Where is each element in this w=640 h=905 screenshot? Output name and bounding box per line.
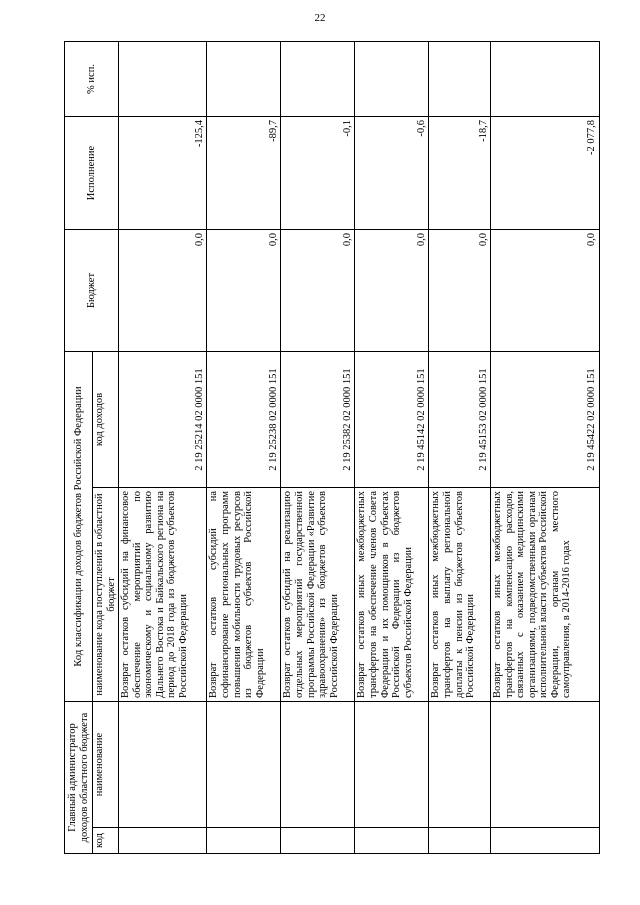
admin-code-cell (491, 828, 600, 854)
admin-code-cell (119, 828, 207, 854)
header-execution: Исполнение (65, 116, 119, 229)
execution-cell: -89,7 (207, 116, 281, 229)
table-wrapper (64, 42, 600, 854)
table-row (429, 41, 491, 853)
table-row (281, 41, 355, 853)
income-name-cell: Возврат остатков субсидий на реализацию отдельных мероприятий государственной программы Российской Федерации «Развитие здравоохранения» из бюджетов субъектов Российской Федерации (281, 488, 355, 702)
admin-code-cell (207, 828, 281, 854)
admin-code-cell (355, 828, 429, 854)
percent-cell (281, 41, 355, 116)
admin-name-cell (355, 702, 429, 828)
admin-code-cell (429, 828, 491, 854)
admin-code-cell (281, 828, 355, 854)
income-code-cell: 2 19 25214 02 0000 151 (119, 351, 207, 487)
income-name-cell: Возврат остатков иных межбюджетных трансфертов на обеспечение членов Совета Федерации и их помощников в субъектах Российской Федерации из бюджетов субъектов Российской Федерации (355, 488, 429, 702)
header-admin-group: Главный администратор доходов областного бюджета (65, 702, 93, 854)
execution-cell: -0,1 (281, 116, 355, 229)
percent-cell (429, 41, 491, 116)
execution-cell: -0,6 (355, 116, 429, 229)
table-row (355, 41, 429, 853)
budget-cell: 0,0 (207, 229, 281, 351)
income-code-cell: 2 19 25382 02 0000 151 (281, 351, 355, 487)
budget-cell: 0,0 (355, 229, 429, 351)
admin-name-cell (429, 702, 491, 828)
income-name-cell: Возврат остатков субсидий на финансовое обеспечение мероприятий по экономическому и социальному развитию Дальнего Востока и Байкальского региона на период до 2018 года из бюджетов субъектов Российской Федерации (119, 488, 207, 702)
income-code-cell: 2 19 45142 02 0000 151 (355, 351, 429, 487)
execution-cell: -2 077,8 (491, 116, 600, 229)
header-budget: Бюджет (65, 229, 119, 351)
budget-cell: 0,0 (119, 229, 207, 351)
header-income-code: код доходов (93, 351, 119, 487)
percent-cell (207, 41, 281, 116)
income-code-cell: 2 19 25238 02 0000 151 (207, 351, 281, 487)
income-code-cell: 2 19 45422 02 0000 151 (491, 351, 600, 487)
header-classification-group: Код классификации доходов бюджетов Российской Федерации (65, 351, 93, 701)
admin-name-cell (207, 702, 281, 828)
header-admin-code: код (93, 828, 119, 854)
admin-name-cell (281, 702, 355, 828)
percent-cell (491, 41, 600, 116)
rotated-table-area (64, 42, 600, 854)
header-admin-name: наименование (93, 702, 119, 828)
header-percent: % исп. (65, 41, 119, 116)
page-number: 22 (314, 12, 326, 24)
admin-name-cell (119, 702, 207, 828)
income-code-cell: 2 19 45153 02 0000 151 (429, 351, 491, 487)
table-row (207, 41, 281, 853)
table-row (119, 41, 207, 853)
percent-cell (355, 41, 429, 116)
income-name-cell: Возврат остатков иных межбюджетных трансфертов на выплату региональной доплаты к пенсии из бюджетов субъектов Российской Федерации (429, 488, 491, 702)
income-name-cell: Возврат остатков субсидий на софинансирование региональных программ повышения мобильности трудовых ресурсов из бюджетов субъектов Российской Федерации (207, 488, 281, 702)
admin-name-cell (491, 702, 600, 828)
budget-cell: 0,0 (491, 229, 600, 351)
execution-cell: -18,7 (429, 116, 491, 229)
table-row (491, 41, 600, 853)
percent-cell (119, 41, 207, 116)
budget-cell: 0,0 (429, 229, 491, 351)
execution-cell: -125,4 (119, 116, 207, 229)
header-income-name: наименование кода поступлений в областной бюджет (93, 488, 119, 702)
income-name-cell: Возврат остатков иных межбюджетных трансфертов на компенсацию расходов, связанных с оказанием медицинскими организациями, подведомственными органам исполнительной власти субъектов Российской Федерации, органам местного самоуправления, в 2014-2016 годах (491, 488, 600, 702)
budget-table (64, 41, 600, 854)
budget-cell: 0,0 (281, 229, 355, 351)
